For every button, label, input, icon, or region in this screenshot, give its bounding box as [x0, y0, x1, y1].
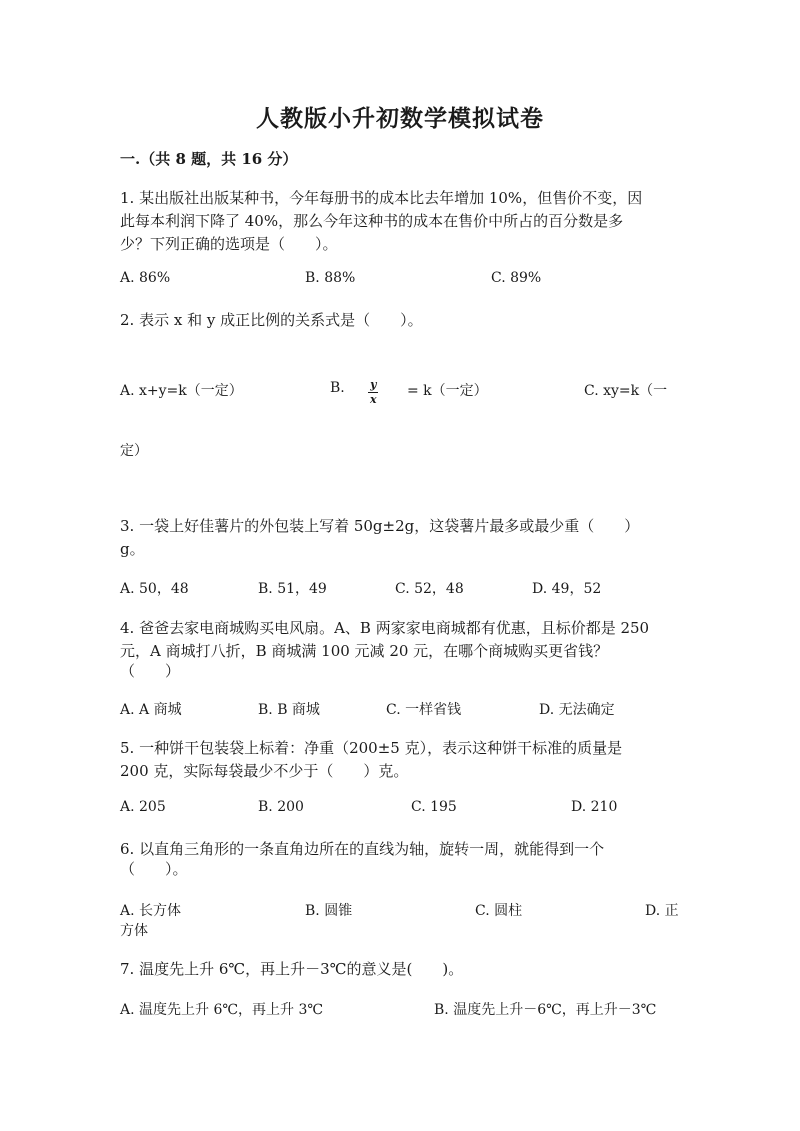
question-3-option-d[interactable]: D. 49，52: [532, 581, 602, 597]
question-3-option-b[interactable]: B. 51，49: [258, 581, 327, 597]
question-2-option-c[interactable]: C. xy=k（一: [584, 383, 668, 399]
section-heading: 一.（共 8 题，共 16 分）: [120, 150, 298, 168]
question-4-line-2: 元，A 商城打八折，B 商城满 100 元减 20 元，在哪个商城购买更省钱？: [120, 642, 609, 660]
question-1-line-3: 少？下列正确的选项是（ ）。: [120, 235, 338, 253]
question-6-option-b[interactable]: B. 圆锥: [305, 903, 353, 919]
question-1-line-1: 1. 某出版社出版某种书，今年每册书的成本比去年增加 10%，但售价不变，因: [120, 189, 643, 207]
question-4-option-a[interactable]: A. A 商城: [120, 702, 182, 718]
question-7-option-a[interactable]: A. 温度先上升 6℃，再上升 3℃: [120, 1002, 324, 1018]
question-5-option-a[interactable]: A. 205: [120, 799, 166, 815]
question-6-line-1: 6. 以直角三角形的一条直角边所在的直线为轴，旋转一周，就能得到一个: [120, 840, 605, 858]
question-4-option-d[interactable]: D. 无法确定: [539, 702, 615, 718]
question-4-line-1: 4. 爸爸去家电商城购买电风扇。A、B 两家家电商城都有优惠，且标价都是 250: [120, 619, 650, 637]
question-5-option-b[interactable]: B. 200: [258, 799, 304, 815]
question-2-option-a[interactable]: A. x+y=k（一定）: [120, 383, 243, 399]
question-6-option-d[interactable]: D. 正: [645, 903, 679, 919]
question-3-option-c[interactable]: C. 52，48: [395, 581, 464, 597]
question-2-option-b-label[interactable]: B.: [330, 380, 345, 396]
fraction-denominator: x: [370, 393, 377, 406]
question-4-line-3: （ ）: [120, 662, 181, 680]
question-6-option-a[interactable]: A. 长方体: [120, 903, 182, 919]
question-3-option-a[interactable]: A. 50，48: [120, 581, 189, 597]
question-1-line-2: 此每本利润下降了 40%，那么今年这种书的成本在售价中所占的百分数是多: [120, 212, 624, 230]
question-5-line-2: 200 克，实际每袋最少不少于（ ）克。: [120, 762, 409, 780]
question-1-option-b[interactable]: B. 88%: [305, 270, 356, 286]
question-5-option-c[interactable]: C. 195: [411, 799, 457, 815]
page-title: 人教版小升初数学模拟试卷: [256, 105, 544, 132]
question-2-option-c-wrap: 定）: [120, 443, 148, 459]
question-3-line-2: g。: [120, 540, 145, 558]
question-7-option-b[interactable]: B. 温度先上升－6℃，再上升－3℃: [434, 1002, 657, 1018]
question-2-fraction: [368, 373, 379, 407]
question-6-option-d-wrap: 方体: [120, 923, 148, 939]
question-7-line-1: 7. 温度先上升 6℃，再上升－3℃的意义是( )。: [120, 960, 464, 978]
question-5-line-1: 5. 一种饼干包装袋上标着：净重（200±5 克），表示这种饼干标准的质量是: [120, 739, 623, 757]
question-6-option-c[interactable]: C. 圆柱: [475, 903, 523, 919]
question-2-option-b-text: = k（一定）: [407, 383, 488, 399]
question-1-option-c[interactable]: C. 89%: [491, 270, 542, 286]
question-5-option-d[interactable]: D. 210: [571, 799, 618, 815]
question-3-line-1: 3. 一袋上好佳薯片的外包装上写着 50g±2g，这袋薯片最多或最少重（ ）: [120, 517, 640, 535]
question-4-option-c[interactable]: C. 一样省钱: [386, 702, 462, 718]
fraction-numerator: y: [370, 378, 377, 391]
question-4-option-b[interactable]: B. B 商城: [258, 702, 320, 718]
question-2-line-1: 2. 表示 x 和 y 成正比例的关系式是（ ）。: [120, 311, 423, 329]
question-1-option-a[interactable]: A. 86%: [120, 270, 171, 286]
question-6-line-2: （ ）。: [120, 860, 188, 878]
